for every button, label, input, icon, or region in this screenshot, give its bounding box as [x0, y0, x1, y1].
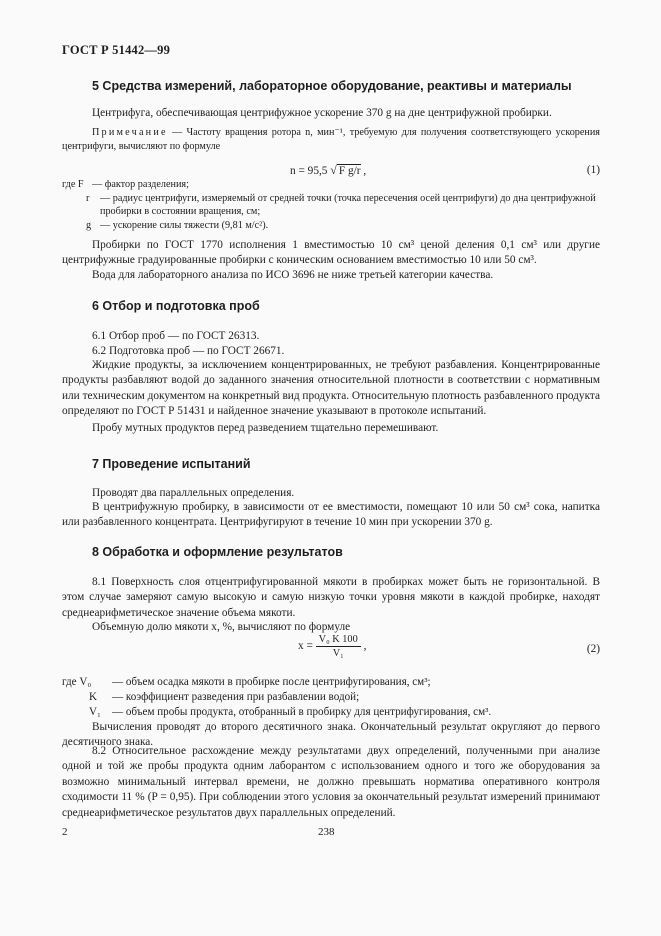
formula-2-numerator: V₀ K 100 — [316, 634, 361, 647]
where-text: — коэффициент разведения при разбавлении водой; — [112, 691, 360, 704]
p-8-1: 8.1 Поверхность слоя отцентрифугированной мякоти в пробирках может быть не горизонтальной. В этом случае замеряют самую высокую и самую низкую точки уровня мякоти в каждой пробирке, находят среднеарифметическое значение объема мякоти. — [62, 576, 600, 619]
note-paragraph — [62, 126, 600, 153]
formula-1-lhs: n = 95,5 — [290, 165, 328, 177]
where-item-r — [62, 192, 600, 219]
page-number-left: 2 — [62, 826, 68, 838]
where-symbol: g — [86, 219, 92, 231]
centrifuge-paragraph: Центрифуга, обеспечивающая центрифужное ускорение 370 g на дне центрифужной пробирки. — [92, 107, 552, 119]
formula-2-number: (2) — [586, 643, 600, 655]
where-symbol: где F — [62, 179, 84, 190]
liquid-paragraph: Жидкие продукты, за исключением концентрированных, не требуют разбавления. Концентрированные продукты разбавляют водой до заданного значения относительной плотности в соответствии с нормативным или техническим документом на конкретный вид продукта. Относительную плотность разбавленного продукта определяют по ГОСТ Р 51431 и найденное значение указывают в протоколе испытаний. — [62, 359, 600, 418]
formula-2-fraction — [316, 634, 361, 659]
where-item-V0 — [62, 675, 600, 690]
calc-paragraph: Вычисления проводят до второго десятичного знака. Окончательный результат округляют до первого десятичного знака. — [62, 721, 600, 749]
section-5-title: 5 Средства измерений, лабораторное оборудование, реактивы и материалы — [92, 79, 572, 93]
where-text: — объем осадка мякоти в пробирке после центрифугирования, см³; — [112, 676, 431, 688]
where-symbol: где V₀ — [62, 676, 92, 688]
where-symbol: V₁ — [89, 706, 101, 719]
note-text: — Частоту вращения ротора n, мин⁻¹, требуемую для получения соответствующего ускорения центрифуги, вычисляют по формуле — [62, 127, 600, 152]
where-item-K — [62, 690, 600, 705]
where-item-V1 — [62, 705, 600, 720]
page-number-center: 238 — [318, 826, 335, 838]
where-text: — объем пробы продукта, отобранный в пробирку для центрифугирования, см³. — [112, 706, 492, 719]
turbid-paragraph: Пробу мутных продуктов перед разведением тщательно перемешивают. — [92, 422, 439, 434]
section-6-title: 6 Отбор и подготовка проб — [92, 299, 260, 313]
formula-2 — [298, 634, 366, 659]
p-7-2: В центрифужную пробирку, в зависимости от ее вместимости, помещают 10 или 50 см³ сока, напитка или разбавленного концентрата. Центрифугируют в течение 10 мин при ускорении 370 g. — [62, 501, 600, 529]
formula-1-root: F g/r — [338, 165, 361, 177]
p-7-1: Проводят два параллельных определения. — [92, 487, 295, 499]
where-item-g — [62, 219, 600, 233]
where-list-1 — [62, 178, 600, 232]
section-7-title: 7 Проведение испытаний — [92, 457, 251, 471]
document-header: ГОСТ Р 51442—99 — [62, 43, 171, 57]
water-paragraph: Вода для лабораторного анализа по ИСО 3696 не ниже третьей категории качества. — [92, 269, 494, 281]
p-8-2: 8.2 Относительное расхождение между результатами двух определений, полученными при анализе одной и той же пробы продукта одним лаборантом с использованием одного и того же оборудования за возможно минимальный интервал времени, не должно превышать норматива оперативного контроля сходимости 11 % (P = 0,95). При соблюдении этого условия за окончательный результат измерений принимают среднеарифметическое результатов двух параллельных определений. — [62, 745, 600, 819]
where-symbol: r — [86, 192, 90, 204]
formula-1-number: (1) — [586, 164, 600, 176]
tubes-paragraph: Пробирки по ГОСТ 1770 исполнения 1 вместимостью 10 см³ ценой деления 0,1 см³ или другие центрифужные градуированные пробирки с коническим основанием вместимостью 10 или 50 см³. — [62, 239, 600, 267]
section-8-title: 8 Обработка и оформление результатов — [92, 545, 343, 559]
where-list-2 — [62, 675, 600, 721]
note-label: Примечание — [92, 127, 168, 138]
p-6-1: 6.1 Отбор проб — по ГОСТ 26313. — [92, 330, 260, 342]
p-6-2: 6.2 Подготовка проб — по ГОСТ 26671. — [92, 345, 285, 357]
where-text: — радиус центрифуги, измеряемый от средней точки (точка пересечения осей центрифуги) до дна центрифужной пробирки в состоянии вращения, см; — [100, 192, 596, 218]
formula-2-denominator: V₁ — [332, 648, 344, 659]
where-symbol: K — [89, 691, 98, 704]
where-item-F — [62, 178, 600, 192]
formula-2-tail: , — [363, 640, 367, 653]
formula-1-tail: , — [363, 165, 367, 177]
where-text: — ускорение силы тяжести (9,81 м/с²). — [100, 219, 269, 231]
formula-1: n = 95,5 √ F g/r , — [290, 163, 367, 177]
where-text: — фактор разделения; — [92, 179, 189, 190]
volume-paragraph: Объемную долю мякоти x, %, вычисляют по формуле — [92, 621, 351, 633]
formula-2-lhs: x = — [298, 640, 313, 653]
